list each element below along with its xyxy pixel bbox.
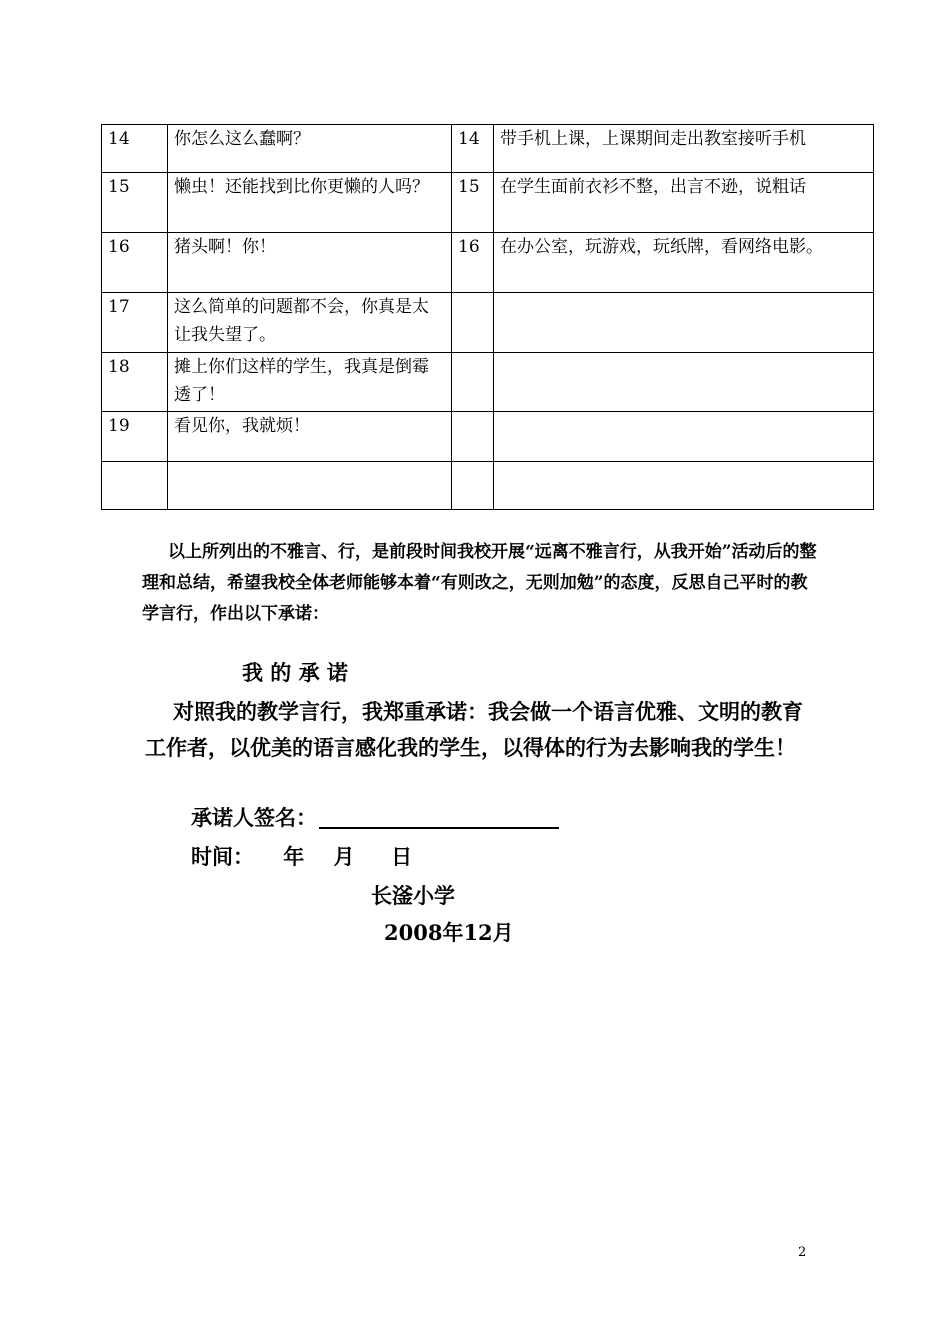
school-name: 长滏小学 xyxy=(371,883,455,908)
row-number xyxy=(452,412,494,462)
year-label: 年 xyxy=(283,844,305,869)
behavior-cell xyxy=(494,412,874,462)
day-label: 日 xyxy=(391,844,413,869)
row-number: 14 xyxy=(452,125,494,173)
row-number xyxy=(452,462,494,510)
signature-label: 承诺人签名： xyxy=(191,805,317,830)
behavior-cell: 在办公室，玩游戏，玩纸牌，看网络电影。 xyxy=(494,233,874,293)
signature-row xyxy=(191,801,559,835)
table-row xyxy=(102,353,874,412)
row-number: 16 xyxy=(102,233,168,293)
pledge-body: 对照我的教学言行，我郑重承诺：我会做一个语言优雅、文明的教育工作者，以优美的语言感化我的学生，以得体的行为去影响我的学生！ xyxy=(145,699,803,760)
behavior-cell xyxy=(494,462,874,510)
behavior-cell: 带手机上课，上课期间走出教室接听手机 xyxy=(494,125,874,173)
table-row xyxy=(102,173,874,233)
time-row xyxy=(191,840,412,874)
table-row xyxy=(102,233,874,293)
time-label: 时间： xyxy=(191,844,254,869)
phrase-cell: 猪头啊！你！ xyxy=(168,233,452,293)
row-number: 17 xyxy=(102,293,168,353)
phrase-cell: 看见你，我就烦！ xyxy=(168,412,452,462)
summary-paragraph: 以上所列出的不雅言、行，是前段时间我校开展“远离不雅言行，从我开始”活动后的整理和总结，希望我校全体老师能够本着“有则改之，无则加勉”的态度，反思自己平时的教学言行，作出以下承诺： xyxy=(142,542,817,624)
row-number xyxy=(102,462,168,510)
signature-line[interactable] xyxy=(319,805,559,829)
page-number: 2 xyxy=(798,1245,807,1260)
row-number xyxy=(452,293,494,353)
behavior-cell: 在学生面前衣衫不整，出言不逊，说粗话 xyxy=(494,173,874,233)
month-label: 月 xyxy=(333,844,355,869)
row-number: 16 xyxy=(452,233,494,293)
behavior-cell xyxy=(494,353,874,412)
table-row xyxy=(102,125,874,173)
phrase-cell: 这么简单的问题都不会，你真是太让我失望了。 xyxy=(168,293,452,353)
row-number: 15 xyxy=(452,173,494,233)
table-row xyxy=(102,412,874,462)
row-number: 18 xyxy=(102,353,168,412)
phrase-cell: 你怎么这么蠢啊？ xyxy=(168,125,452,173)
row-number: 15 xyxy=(102,173,168,233)
row-number: 14 xyxy=(102,125,168,173)
phrase-cell: 摊上你们这样的学生，我真是倒霉透了！ xyxy=(168,353,452,412)
phrase-cell: 懒虫！还能找到比你更懒的人吗？ xyxy=(168,173,452,233)
row-number xyxy=(452,353,494,412)
pledge-title: 我 的 承 诺 xyxy=(242,660,348,685)
behavior-table xyxy=(101,124,874,510)
row-number: 19 xyxy=(102,412,168,462)
pledge-date: 2008年12月 xyxy=(384,920,514,945)
table-row xyxy=(102,293,874,353)
phrase-cell xyxy=(168,462,452,510)
table-row xyxy=(102,462,874,510)
behavior-cell xyxy=(494,293,874,353)
